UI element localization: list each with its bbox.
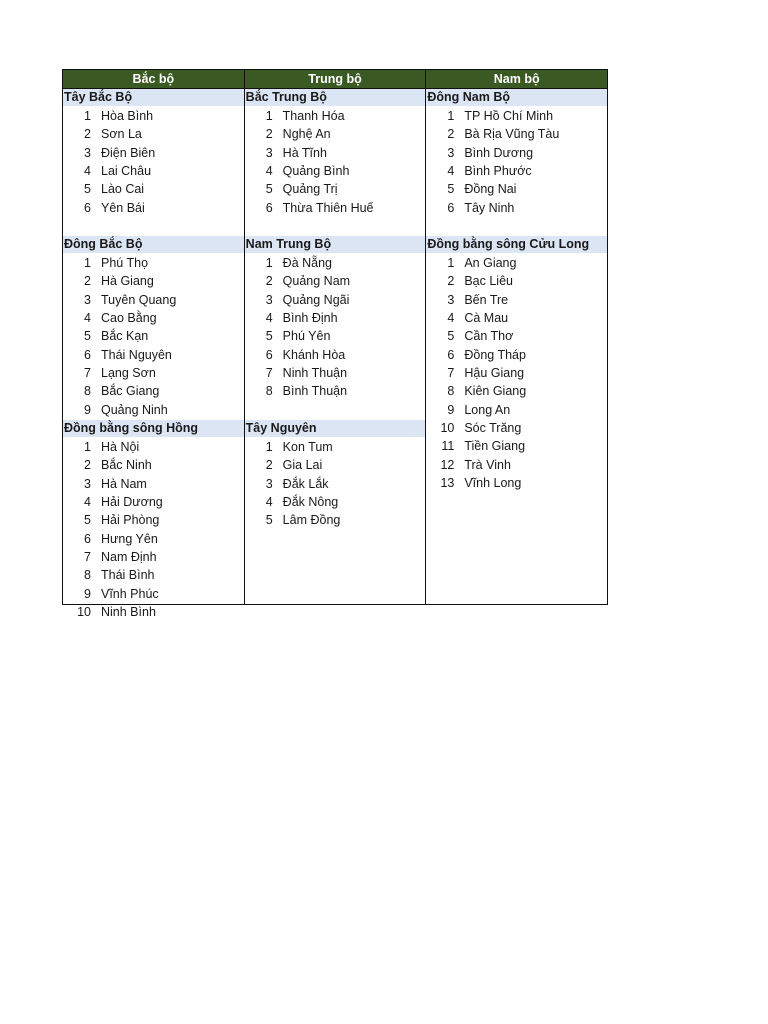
province-name: Cần Thơ (464, 329, 514, 344)
item-number: 4 (265, 164, 273, 179)
list-item (63, 309, 244, 327)
list-item (245, 456, 426, 474)
item-number: 5 (447, 182, 455, 197)
list-item (245, 254, 426, 272)
item-number: 5 (447, 329, 455, 344)
region-list (63, 107, 244, 217)
province-name: An Giang (464, 256, 517, 270)
list-item (245, 493, 426, 511)
regions-table (62, 69, 608, 620)
list-item (63, 107, 244, 125)
item-number: 7 (265, 366, 273, 381)
list-item (245, 438, 426, 456)
list-item (63, 456, 244, 474)
province-name: Nghệ An (282, 127, 331, 142)
item-number: 1 (265, 109, 273, 123)
province-name: Vĩnh Long (464, 476, 522, 491)
region-title: Bắc Trung Bộ (245, 89, 426, 106)
item-number: 4 (265, 495, 273, 510)
province-name: Đắk Nông (282, 495, 339, 510)
province-name: Tây Ninh (464, 200, 515, 215)
list-item (63, 346, 244, 364)
list-item (426, 199, 607, 217)
province-name: Bắc Giang (101, 384, 160, 399)
header-bac-bo: Bắc bộ (132, 72, 175, 86)
list-item (426, 419, 607, 437)
list-item (245, 327, 426, 345)
item-number: 6 (447, 347, 455, 362)
item-number: 2 (265, 127, 273, 142)
list-item (426, 346, 607, 364)
list-item (63, 327, 244, 345)
item-number: 2 (447, 127, 455, 142)
header-nam-bo: Nam bộ (425, 70, 607, 88)
province-name: TP Hồ Chí Minh (464, 109, 554, 123)
list-item (63, 144, 244, 162)
region-title: Đông Bắc Bộ (63, 236, 244, 253)
list-item (426, 401, 607, 419)
item-number: 6 (84, 200, 91, 215)
list-item (63, 125, 244, 143)
province-name: Bắc Ninh (101, 458, 152, 473)
item-number: 7 (84, 550, 91, 565)
province-name: Bình Dương (464, 145, 534, 160)
province-name: Long An (464, 402, 511, 417)
column-nam-bo (425, 89, 607, 604)
province-name: Quảng Nam (282, 274, 351, 289)
region-title: Đồng bằng sông Cửu Long (426, 236, 607, 253)
region-list (245, 254, 426, 401)
item-number: 11 (441, 439, 455, 454)
item-number: 2 (84, 127, 91, 142)
province-name: Cao Bằng (101, 311, 157, 326)
item-number: 3 (447, 292, 455, 307)
item-number: 1 (84, 256, 91, 270)
list-item (245, 364, 426, 382)
list-item (63, 382, 244, 400)
province-name: Quảng Trị (282, 182, 338, 197)
column-bac-bo (63, 89, 244, 620)
province-name: Bình Định (282, 311, 338, 326)
item-number: 3 (84, 476, 91, 491)
item-number: 1 (447, 256, 455, 270)
header-row (63, 70, 607, 89)
province-name: Đồng Tháp (464, 347, 526, 362)
province-name: Quảng Ninh (101, 402, 168, 417)
list-item (63, 603, 244, 621)
province-name: Lâm Đồng (282, 513, 341, 528)
province-name: Bình Phước (464, 164, 532, 179)
list-item (63, 199, 244, 217)
item-number: 6 (265, 347, 273, 362)
item-number: 3 (84, 292, 91, 307)
province-name: Bạc Liêu (464, 274, 513, 289)
list-item (63, 475, 244, 493)
region-list (63, 438, 244, 621)
list-item (63, 548, 244, 566)
list-item (245, 511, 426, 529)
list-item (245, 272, 426, 290)
list-item (245, 162, 426, 180)
list-item (245, 125, 426, 143)
item-number: 4 (84, 311, 91, 326)
province-name: Thanh Hóa (282, 109, 345, 123)
item-number: 9 (447, 402, 455, 417)
list-item (426, 382, 607, 400)
list-item (63, 401, 244, 419)
list-item (63, 566, 244, 584)
item-number: 8 (84, 568, 91, 583)
province-name: Tiền Giang (464, 439, 526, 454)
list-item (245, 180, 426, 198)
region-list (426, 254, 607, 492)
item-number: 6 (84, 347, 91, 362)
list-item (426, 107, 607, 125)
list-item (426, 456, 607, 474)
province-name: Điện Biên (101, 145, 156, 160)
province-name: Yên Bái (101, 200, 145, 215)
item-number: 3 (447, 145, 455, 160)
province-name: Hòa Bình (101, 109, 154, 123)
item-number: 12 (440, 457, 455, 472)
province-name: Đà Nẵng (282, 256, 333, 270)
list-item (245, 144, 426, 162)
province-name: Hà Nội (101, 440, 140, 454)
province-name: Ninh Thuận (282, 366, 348, 381)
list-item (426, 437, 607, 455)
item-number: 4 (447, 164, 455, 179)
item-number: 2 (265, 274, 273, 289)
province-name: Bắc Kạn (101, 329, 149, 344)
province-name: Hà Tĩnh (282, 145, 327, 160)
province-name: Lào Cai (101, 182, 145, 197)
list-item (245, 475, 426, 493)
list-item (63, 272, 244, 290)
item-number: 9 (84, 586, 91, 601)
item-number: 9 (84, 402, 91, 417)
item-number: 4 (84, 495, 91, 510)
list-item (426, 162, 607, 180)
province-name: Phú Thọ (101, 256, 149, 270)
province-name: Vĩnh Phúc (101, 586, 159, 601)
item-number: 5 (84, 513, 91, 528)
item-number: 4 (84, 164, 91, 179)
item-number: 4 (265, 311, 273, 326)
item-number: 5 (84, 329, 91, 344)
item-number: 5 (265, 182, 273, 197)
province-name: Hưng Yên (101, 531, 158, 546)
region-title: Đông Nam Bộ (426, 89, 607, 106)
province-name: Thừa Thiên Huế (282, 200, 374, 215)
list-item (426, 254, 607, 272)
item-number: 2 (84, 274, 91, 289)
list-item (63, 511, 244, 529)
region-title: Tây Bắc Bộ (63, 89, 244, 106)
province-name: Nam Định (101, 550, 157, 565)
region-list (245, 107, 426, 217)
item-number: 2 (84, 458, 91, 473)
list-item (426, 291, 607, 309)
list-item (245, 346, 426, 364)
item-number: 1 (447, 109, 455, 123)
list-item (426, 272, 607, 290)
province-name: Bến Tre (464, 292, 509, 307)
list-item (245, 291, 426, 309)
item-number: 10 (77, 605, 91, 620)
province-name: Hà Giang (101, 274, 154, 289)
region-title: Đồng bằng sông Hồng (63, 420, 244, 437)
region-list (245, 438, 426, 530)
item-number: 13 (440, 476, 455, 491)
province-name: Cà Mau (464, 311, 509, 326)
item-number: 3 (265, 145, 273, 160)
province-name: Bình Thuận (282, 384, 348, 399)
region-title: Tây Nguyên (245, 420, 426, 437)
province-name: Thái Nguyên (101, 347, 172, 362)
province-name: Sóc Trăng (464, 421, 522, 436)
list-item (245, 107, 426, 125)
item-number: 6 (84, 531, 91, 546)
item-number: 1 (265, 440, 273, 454)
item-number: 3 (265, 292, 273, 307)
header-trung-bo: Trung bộ (244, 70, 426, 88)
province-name: Hải Phòng (101, 513, 160, 528)
province-name: Gia Lai (282, 458, 323, 473)
column-trung-bo (244, 89, 426, 604)
province-name: Quảng Ngãi (282, 292, 350, 307)
province-name: Phú Yên (282, 329, 331, 344)
province-name: Kon Tum (282, 440, 333, 454)
list-item (63, 364, 244, 382)
item-number: 10 (440, 421, 455, 436)
list-item (63, 291, 244, 309)
item-number: 5 (265, 513, 273, 528)
item-number: 5 (84, 182, 91, 197)
region-list (63, 254, 244, 419)
list-item (426, 474, 607, 492)
province-name: Ninh Bình (101, 605, 156, 620)
item-number: 2 (265, 458, 273, 473)
province-name: Hải Dương (101, 495, 163, 510)
province-name: Tuyên Quang (101, 292, 177, 307)
item-number: 5 (265, 329, 273, 344)
region-title: Nam Trung Bộ (245, 236, 426, 253)
province-name: Lạng Sơn (101, 366, 156, 381)
list-item (426, 364, 607, 382)
item-number: 8 (84, 384, 91, 399)
province-name: Đắk Lắk (282, 476, 329, 491)
item-number: 3 (84, 145, 91, 160)
province-name: Thái Bình (101, 568, 155, 583)
province-name: Hà Nam (101, 476, 147, 491)
list-item (63, 585, 244, 603)
list-item (63, 254, 244, 272)
item-number: 8 (447, 384, 455, 399)
region-list (426, 107, 607, 217)
list-item (426, 125, 607, 143)
list-item (426, 180, 607, 198)
list-item (245, 199, 426, 217)
item-number: 2 (447, 274, 455, 289)
item-number: 1 (84, 109, 91, 123)
item-number: 4 (447, 311, 455, 326)
province-name: Hậu Giang (464, 366, 525, 381)
province-name: Sơn La (101, 127, 142, 142)
list-item (63, 180, 244, 198)
province-name: Trà Vinh (464, 457, 511, 472)
item-number: 6 (265, 200, 273, 215)
list-item (426, 144, 607, 162)
list-item (426, 327, 607, 345)
item-number: 6 (447, 200, 455, 215)
item-number: 1 (84, 440, 91, 454)
province-name: Khánh Hòa (282, 347, 346, 362)
item-number: 3 (265, 476, 273, 491)
item-number: 7 (84, 366, 91, 381)
province-name: Quảng Bình (282, 164, 350, 179)
list-item (63, 162, 244, 180)
list-item (63, 530, 244, 548)
province-name: Lai Châu (101, 164, 152, 179)
item-number: 7 (447, 366, 455, 381)
list-item (245, 382, 426, 400)
body-row (63, 89, 607, 620)
item-number: 8 (265, 384, 273, 399)
list-item (245, 309, 426, 327)
list-item (63, 493, 244, 511)
list-item (63, 438, 244, 456)
province-name: Kiên Giang (464, 384, 527, 399)
province-name: Đồng Nai (464, 182, 517, 197)
list-item (426, 309, 607, 327)
item-number: 1 (265, 256, 273, 270)
province-name: Bà Rịa Vũng Tàu (464, 127, 560, 142)
